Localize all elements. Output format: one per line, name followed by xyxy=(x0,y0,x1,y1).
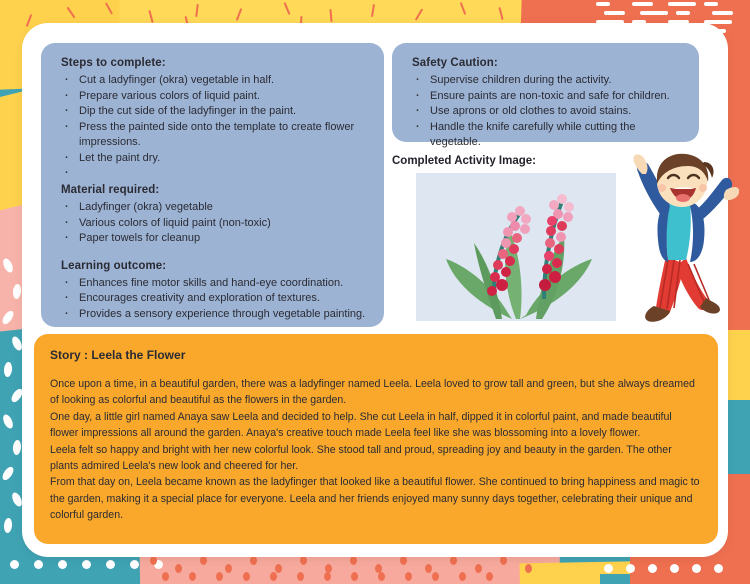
decorative-mark xyxy=(425,564,432,573)
cheering-boy-illustration xyxy=(624,148,740,324)
safety-item: · Ensure paints are non-toxic and safe for children. xyxy=(412,89,685,105)
safety-caution-panel xyxy=(392,43,699,148)
decorative-mark xyxy=(486,572,493,581)
safety-title: Safety Caution: xyxy=(412,57,498,69)
learning-outcome-item: · Provides a sensory experience through vegetable painting. xyxy=(61,307,370,323)
material-item: · Ladyfinger (okra) vegetable xyxy=(61,200,370,216)
steps-title: Steps to complete: xyxy=(61,57,166,69)
completed-activity-photo xyxy=(416,173,616,321)
safety-list xyxy=(412,73,685,151)
decorative-mark xyxy=(626,564,635,573)
decorative-mark xyxy=(250,556,257,565)
safety-item: · Supervise children during the activity. xyxy=(412,73,685,89)
steps-material-learning-panel xyxy=(41,43,384,327)
decorative-mark xyxy=(714,564,723,573)
decorative-mark xyxy=(106,560,115,569)
decorative-mark xyxy=(668,2,696,6)
decorative-mark xyxy=(400,556,407,565)
material-item: · Paper towels for cleanup xyxy=(61,231,370,247)
steps-list xyxy=(61,73,370,176)
decorative-mark xyxy=(704,2,718,6)
material-item: · Various colors of liquid paint (non-toxic) xyxy=(61,216,370,232)
decorative-mark xyxy=(500,556,507,565)
decorative-mark xyxy=(200,556,207,565)
step-item: · Dip the cut side of the ladyfinger in the paint. xyxy=(61,104,370,120)
decorative-mark xyxy=(34,560,43,569)
story-paragraph: From that day on, Leela became known as the ladyfinger that looked like a beautiful flower. She continued to bring happiness and magic to the garden, making it a special place for everyone. Leela and her friends enjoyed many sunny days together, celebrating their unique and colorful garden. xyxy=(50,476,700,522)
decorative-mark xyxy=(692,564,701,573)
decorative-mark xyxy=(270,572,277,581)
decorative-mark xyxy=(351,572,358,581)
decorative-mark xyxy=(632,2,653,6)
step-item: · Let the paint dry. xyxy=(61,151,370,167)
decorative-mark xyxy=(459,572,466,581)
material-title: Material required: xyxy=(61,184,160,196)
decorative-mark xyxy=(324,572,331,581)
decorative-mark xyxy=(162,572,169,581)
learning-outcome-list xyxy=(61,276,370,323)
decorative-mark xyxy=(130,560,139,569)
story-body xyxy=(50,376,702,524)
step-item: · Prepare various colors of liquid paint. xyxy=(61,89,370,105)
story-paragraph: One day, a little girl named Anaya saw Leela and decided to help. She cut Leela in half, dipped it in colorful paint, and made beautiful flower impressions all around the garden. Anaya's creative touch made Leela feel like she was blossoming into a lovely flower. xyxy=(50,410,672,440)
learning-outcome-item: · Encourages creativity and exploration of textures. xyxy=(61,291,370,307)
decorative-mark xyxy=(300,556,307,565)
decorative-mark xyxy=(297,572,304,581)
story-paragraph: Leela felt so happy and bright with her new colorful look. She stood tall and proud, spreading joy and beauty in the garden. The other plants admired Leela's new look and cheered for her. xyxy=(50,443,672,473)
decorative-mark xyxy=(648,564,657,573)
decorative-mark xyxy=(225,564,232,573)
story-panel xyxy=(34,334,718,544)
decorative-mark xyxy=(10,560,19,569)
learning-outcome-item: · Enhances fine motor skills and hand-eye coordination. xyxy=(61,276,370,292)
step-item xyxy=(61,166,370,176)
decorative-mark xyxy=(676,11,690,15)
completed-activity-image-label: Completed Activity Image: xyxy=(392,155,536,167)
decorative-mark xyxy=(670,564,679,573)
decorative-mark xyxy=(604,564,613,573)
safety-item: · Use aprons or old clothes to avoid stains. xyxy=(412,104,685,120)
decorative-mark xyxy=(475,564,482,573)
story-paragraph: Once upon a time, in a beautiful garden, there was a ladyfinger named Leela. Leela loved to grow tall and green, but she always dreamed of looking as colorful and beautiful as the flowers in the garden. xyxy=(50,378,695,407)
decorative-mark xyxy=(189,572,196,581)
decorative-mark xyxy=(596,2,610,6)
decorative-mark xyxy=(378,572,385,581)
decorative-mark xyxy=(640,11,668,15)
story-title: Story : Leela the Flower xyxy=(50,348,186,362)
material-list xyxy=(61,200,370,247)
decorative-mark xyxy=(712,11,733,15)
decorative-mark xyxy=(604,11,625,15)
step-item: · Press the painted side onto the template to create flower impressions. xyxy=(61,120,370,151)
decorative-mark xyxy=(432,572,439,581)
safety-item: · Handle the knife carefully while cutting the vegetable. xyxy=(412,120,685,151)
decorative-mark xyxy=(350,556,357,565)
decorative-mark xyxy=(405,572,412,581)
step-item: · Cut a ladyfinger (okra) vegetable in half. xyxy=(61,73,370,89)
learning-title: Learning outcome: xyxy=(61,259,167,272)
decorative-mark xyxy=(450,556,457,565)
decorative-mark xyxy=(175,564,182,573)
decorative-mark xyxy=(275,564,282,573)
decorative-mark xyxy=(58,560,67,569)
decorative-mark xyxy=(216,572,223,581)
decorative-mark xyxy=(82,560,91,569)
decorative-mark xyxy=(243,572,250,581)
decorative-mark xyxy=(525,564,532,573)
decorative-mark xyxy=(150,556,157,565)
